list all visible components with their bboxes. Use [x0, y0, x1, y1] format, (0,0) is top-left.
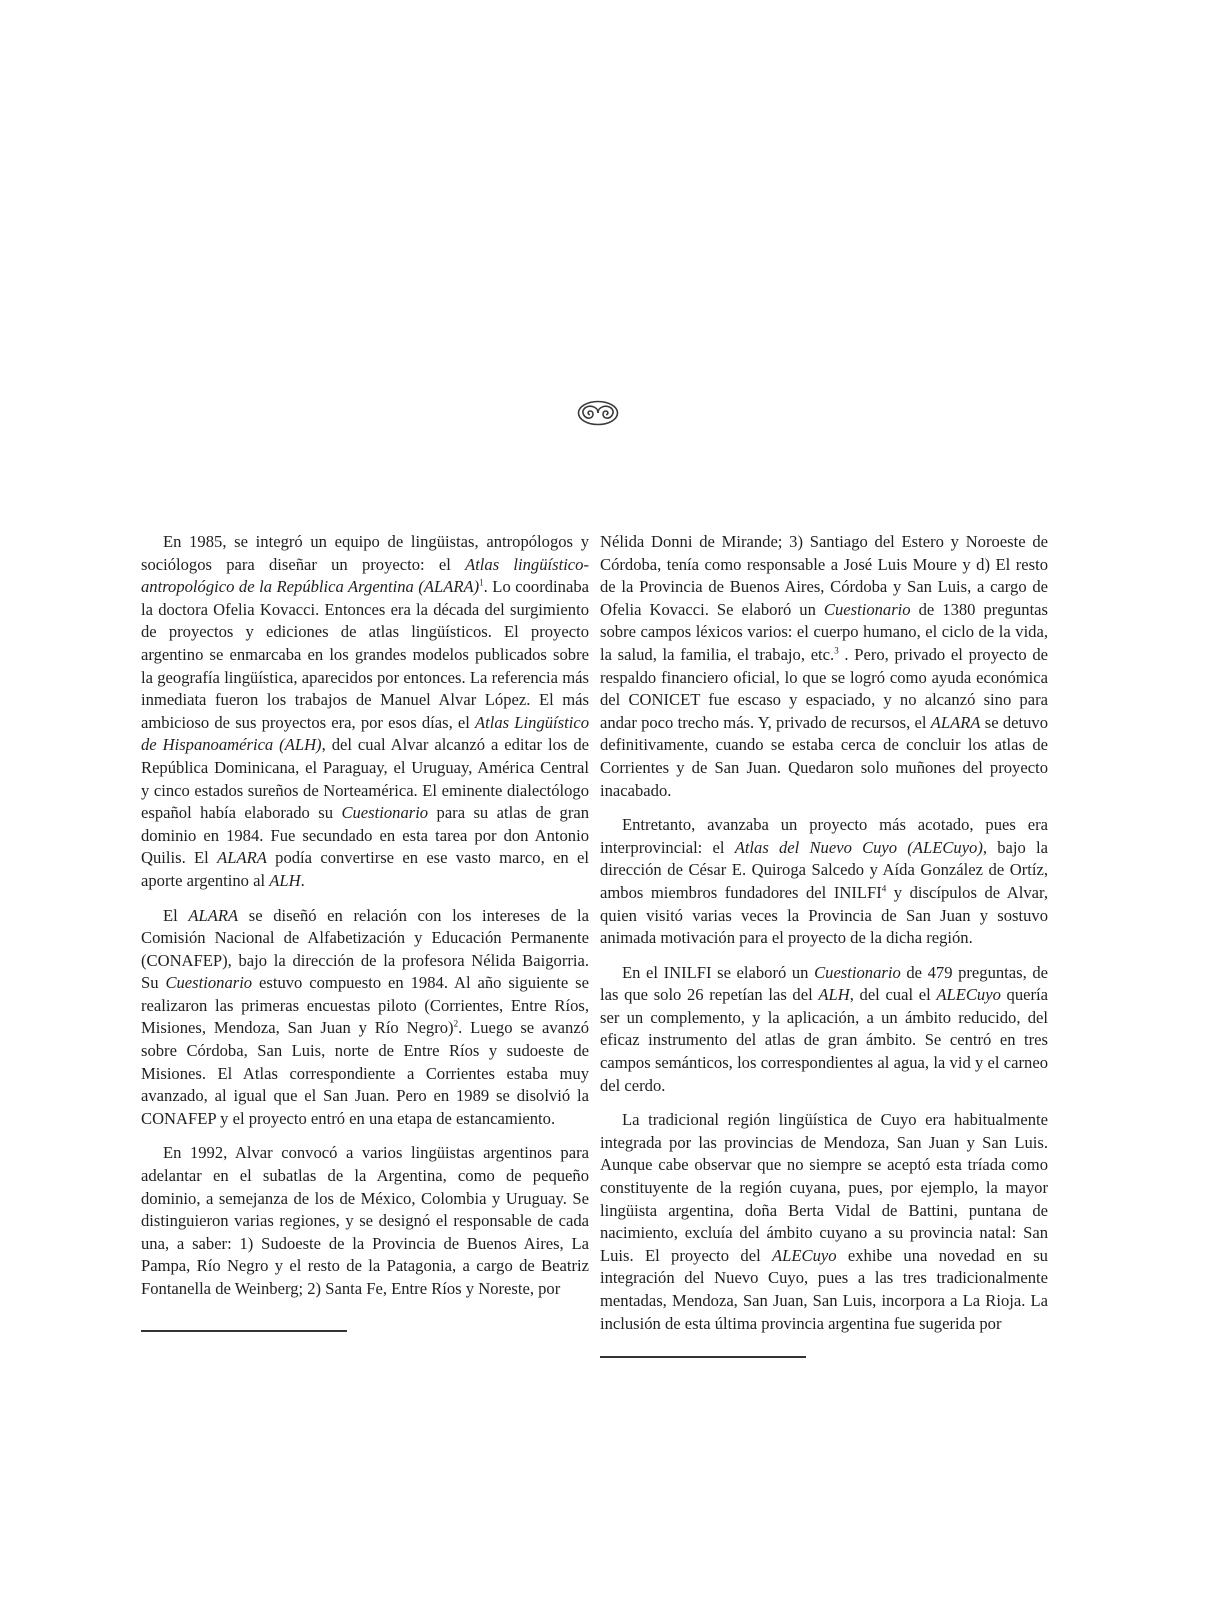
footnote-ref: 1 [479, 577, 484, 588]
footnote-ref: 4 [881, 883, 887, 894]
paragraph: Nélida Donni de Mirande; 3) Santiago del Estero y Noroeste de Córdoba, tenía como responsable a José Luis Moure y d) El resto de la Provincia de Buenos Aires, Córdoba y San Luis, a cargo de Ofelia Kovacci. Se elaboró un Cuestionario de 1380 preguntas sobre campos léxicos varios: el cuerpo humano, el ciclo de la vida, la salud, la familia, el trabajo, etc.$^3$ . Pero, privado el proyecto de respaldo financiero oficial, lo que se logró como ayuda económica del CONICET fue escaso y espaciado, y no alcanzó sino para andar poco trecho más. Y, privado de recursos, el ALARA se detuvo definitivamente, cuando se estaba cerca de concluir los atlas de Corrientes y de San Juan. Quedaron solo muñones del proyecto inacabado. [600, 532, 1049, 800]
paragraph: El ALARA se diseñó en relación con los intereses de la Comisión Nacional de Alfabetización y Educación Permanente (CONAFEP), bajo la dirección de la profesora Nélida Baigorria. Su Cuestionario estuvo compuesto en 1984. Al año siguiente se realizaron las primeras encuestas piloto (Corrientes, Entre Ríos, Misiones, Mendoza, San Juan y Río Negro)$^2$. Luego se avanzó sobre Córdoba, San Luis, norte de Entre Ríos y sudoeste de Misiones. El Atlas correspondiente a Corrientes estaba muy avanzado, al igual que el San Juan. Pero en 1989 se disolvió la CONAFEP y el proyecto entró en una etapa de estancamiento. [141, 905, 590, 1128]
paragraph: Entretanto, avanzaba un proyecto más acotado, pues era interprovincial: el Atlas del Nuevo Cuyo (ALECuyo), bajo la dirección de César E. Quiroga Salcedo y Aída González de Ortíz, ambos miembros fundadores del INILFI$^4$ y discípulos de Alvar, quien visitó varias veces la Provincia de San Juan y sostuvo animada motivación para el proyecto de la dicha región. [600, 815, 1048, 948]
paragraph: En 1992, Alvar convocó a varios lingüistas argentinos para adelantar en el subatlas de la Argentina, como de pequeño dominio, a semejanza de los de México, Colombia y Uruguay. Se distinguieron varias regiones, y se designó el responsable de cada una, a saber: 1) Sudoeste de la Provincia de Buenos Aires, La Pampa, Río Negro y el resto de la Patagonia, a cargo de Beatriz Fontanella de Weinberg; 2) Santa Fe, Entre Ríos y Noreste, por [141, 1143, 589, 1298]
paragraph: En el INILFI se elaboró un Cuestionario de 479 preguntas, de las que solo 26 repetían las del ALH, del cual el ALECuyo quería ser un complemento, y la aplicación, a un ámbito reducido, del eficaz instrumento del atlas de gran ámbito. Se centró en tres campos semánticos, los correspondientes al agua, la vid y el carneo del cerdo. [600, 962, 1049, 1095]
paragraph: En 1985, se integró un equipo de lingüistas, antropólogos y sociólogos para diseñar un proyecto: el Atlas lingüístico-antropológico de la República Argentina (ALARA)$^1$. Lo coordinaba la doctora Ofelia Kovacci. Entonces era la década del surgimiento de proyectos y ediciones de atlas lingüísticos. El proyecto argentino se enmarcaba en los grandes modelos publicados sobre la geografía lingüística, aparecidos por entonces. La referencia más inmediata fueron los trabajos de Manuel Alvar López. El más ambicioso de sus proyectos era, por esos días, el Atlas Lingüístico de Hispanoamérica (ALH), del cual Alvar alcanzó a editar los de República Dominicana, el Paraguay, el Uruguay, América Central y cinco estados sureños de Norteamérica. El eminente dialectólogo español había elaborado su Cuestionario para su atlas de gran dominio en 1984. Fue secundado en esta tarea por don Antonio Quilis. El ALARA podía convertirse en ese vasto marco, en el aporte argentino al ALH. [141, 532, 590, 890]
footnote-divider [600, 1356, 806, 1358]
footnote-ref: 2 [453, 1018, 459, 1029]
right-text-column [600, 531, 1048, 1335]
left-text-column [141, 531, 589, 1301]
footnote-ref: 3 [834, 645, 839, 656]
paragraph: La tradicional región lingüística de Cuyo era habitualmente integrada por las provincias de Mendoza, San Juan y San Luis. Aunque cabe observar que no siempre se aceptó esta tríada como constituyente de la región cuyana, pues, por ejemplo, la mayor lingüista argentina, doña Berta Vidal de Battini, puntana de nacimiento, excluía del ámbito cuyano a su provincia natal: San Luis. El proyecto del ALECuyo exhibe una novedad en su integración del Nuevo Cuyo, pues a las tres tradicionalmente mentadas, Mendoza, San Juan, San Luis, incorpora a La Rioja. La inclusión de esta última provincia argentina fue sugerida por [600, 1110, 1048, 1333]
footnote-divider [141, 1330, 347, 1332]
double-spiral-ornament-icon [577, 400, 619, 426]
